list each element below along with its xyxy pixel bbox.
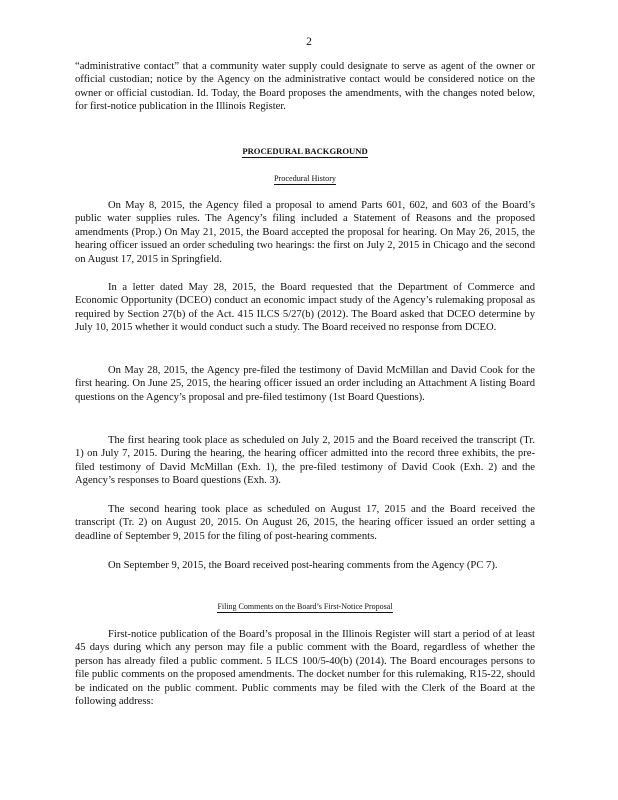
heading-filing-comments [75, 601, 535, 613]
paragraph-prefiled-testimony: On May 28, 2015, the Agency pre-filed the testimony of David McMillan and David Cook for the first hearing. On June 25, 2015, the hearing officer issued an order including an Attachment A listing Board questions on the Agency’s proposal and pre-filed testimony (1st Board Questions). [75, 365, 535, 403]
page-number: 2 [306, 36, 312, 48]
paragraph-dceo-request: In a letter dated May 28, 2015, the Board requested that the Department of Commerce and Economic Opportunity (DCEO) conduct an economic impact study of the Agency’s rulemaking proposal as required by Section 27(b) of the Act. 415 ILCS 5/27(b) (2012). The Board asked that DCEO determine by July 10, 2015 whether it would conduct such a study. The Board received no response from DCEO. [75, 282, 535, 334]
heading-procedural-history-text: Procedural History [273, 174, 337, 183]
heading-procedural-history [75, 172, 535, 185]
intro-paragraph: “administrative contact” that a community water supply could designate to serve as agent of the owner or official custodian; notice by the Agency on the administrative contact would be considered notice on the owner or official custodian. Id. Today, the Board proposes the amendments, with the changes noted below, for first-notice publication in the Illinois Register. [75, 61, 535, 113]
paragraph-first-notice-publication: First-notice publication of the Board’s proposal in the Illinois Register will start a period of at least 45 days during which any person may file a public comment with the Board, regardless of whether the person has already filed a public comment. 5 ILCS 100/5-40(b) (2014). The Board encourages persons to file public comments on the proposed amendments. The docket number for this rulemaking, R15-22, should be indicated on the public comment. Public comments may be filed with the Clerk of the Board at the following address: [75, 629, 535, 708]
paragraph-second-hearing: The second hearing took place as scheduled on August 17, 2015 and the Board received the transcript (Tr. 2) on August 20, 2015. On August 26, 2015, the hearing officer issued an order setting a deadline of September 9, 2015 for the filing of post-hearing comments. [75, 504, 535, 542]
paragraph-first-hearing: The first hearing took place as scheduled on July 2, 2015 and the Board received the transcript (Tr. 1) on July 7, 2015. During the hearing, the hearing officer admitted into the record three exhibits, the pre-filed testimony of David McMillan (Exh. 1), the pre-filed testimony of David Cook (Exh. 2) and the Agency’s responses to Board questions (Exh. 3). [75, 435, 535, 487]
paragraph-proposal-filing: On May 8, 2015, the Agency filed a proposal to amend Parts 601, 602, and 603 of the Board’s public water supplies rules. The Agency’s filing included a Statement of Reasons and the proposed amendments (Prop.) On May 21, 2015, the Board accepted the proposal for hearing. On May 26, 2015, the hearing officer issued an order scheduling two hearings: the first on July 2, 2015 in Chicago and the second on August 17, 2015 in Springfield. [75, 200, 535, 265]
heading-procedural-background-text: PROCEDURAL BACKGROUND [242, 146, 368, 156]
paragraph-post-hearing-comments: On September 9, 2015, the Board received post-hearing comments from the Agency (PC 7). [108, 560, 498, 571]
heading-filing-comments-text: Filing Comments on the Board’s First-Notice Proposal [217, 602, 393, 611]
heading-procedural-background [75, 145, 535, 157]
